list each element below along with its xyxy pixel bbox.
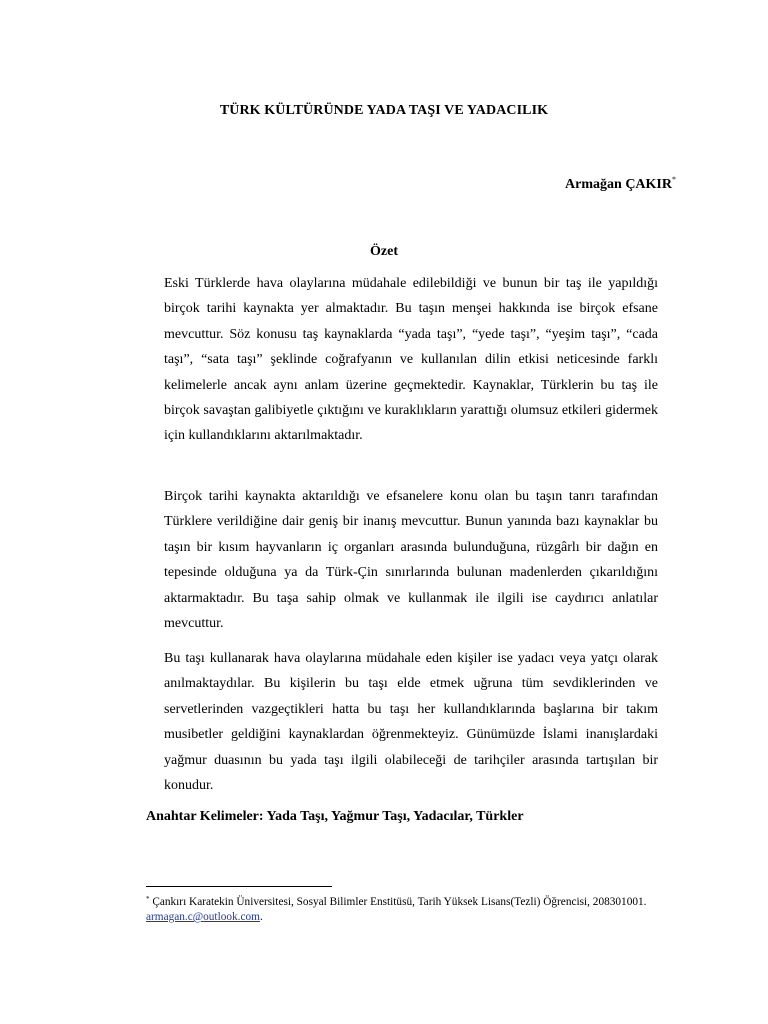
abstract-paragraph-3: Bu taşı kullanarak hava olaylarına müdahale eden kişiler ise yadacı veya yatçı olarak anılmaktaydılar. Bu kişilerin bu taşı elde etmek uğruna tüm sevdiklerinden ve servetlerinden vazgeçtikleri hatta bu taşı her kullandıklarında başlarına bir takım musibetler geldiğini kaynaklardan öğrenmekteyiz. Günümüzde İslami inanışlardaki yağmur duasının bu yada taşı ilgili olabileceği de tarihçiler arasında tartışılan bir konudur. [164,651,658,794]
footnote-text: Çankırı Karatekin Üniversitesi, Sosyal Bilimler Enstitüsü, Tarih Yüksek Lisans(Tezli) Öğrencisi, 208301001. [149,896,647,908]
document-title: TÜRK KÜLTÜRÜNDE YADA TAŞI VE YADACILIK [219,103,549,118]
footnote-separator [146,886,332,887]
author-name: Armağan ÇAKIR [565,177,672,192]
footnote-marker: * [146,895,150,903]
author-footnote-marker: * [672,175,676,184]
email-link[interactable]: armagan.c@outlook.com [146,911,260,923]
footnote [146,892,666,925]
footnote-trailing: . [259,911,263,923]
author-line [565,175,676,193]
abstract-paragraph-2: Birçok tarihi kaynakta aktarıldığı ve efsanelere konu olan bu taşın tanrı tarafından Türklere verildiğine dair geniş bir inanış mevcuttur. Bunun yanında bazı kaynaklar bu taşın bir kısım hayvanların iç organları arasında bulunduğuna, rüzgârlı bir dağın en tepesinde olduğuna ya da Türk-Çin sınırlarında bulunan madenlerden çıkarıldığını aktarmaktadır. Bu taşa sahip olmak ve kullanmak ile ilgili ise caydırıcı anlatılar mevcuttur. [164,489,658,632]
abstract-heading: Özet [370,244,398,259]
abstract-paragraph-1: Eski Türklerde hava olaylarına müdahale edilebildiği ve bunun bir taş ile yapıldığı birçok tarihi kaynakta yer almaktadır. Bu taşın menşei hakkında ise birçok efsane mevcuttur. Söz konusu taş kaynaklarda “yada taşı”, “yede taşı”, “yeşim taşı”, “cada taşı”, “sata taşı” şeklinde coğrafyanın ve kullanılan dilin etkisi neticesinde farklı kelimelerle ancak aynı anlam üzerine geçmektedir. Kaynaklar, Türklerin bu taş ile birçok savaştan galibiyetle çıktığını ve kuraklıkların yarattığı olumsuz etkileri gidermek için kullandıklarını aktarılmaktadır. [164,276,658,444]
keywords-line: Anahtar Kelimeler: Yada Taşı, Yağmur Taşı, Yadacılar, Türkler [146,809,524,824]
